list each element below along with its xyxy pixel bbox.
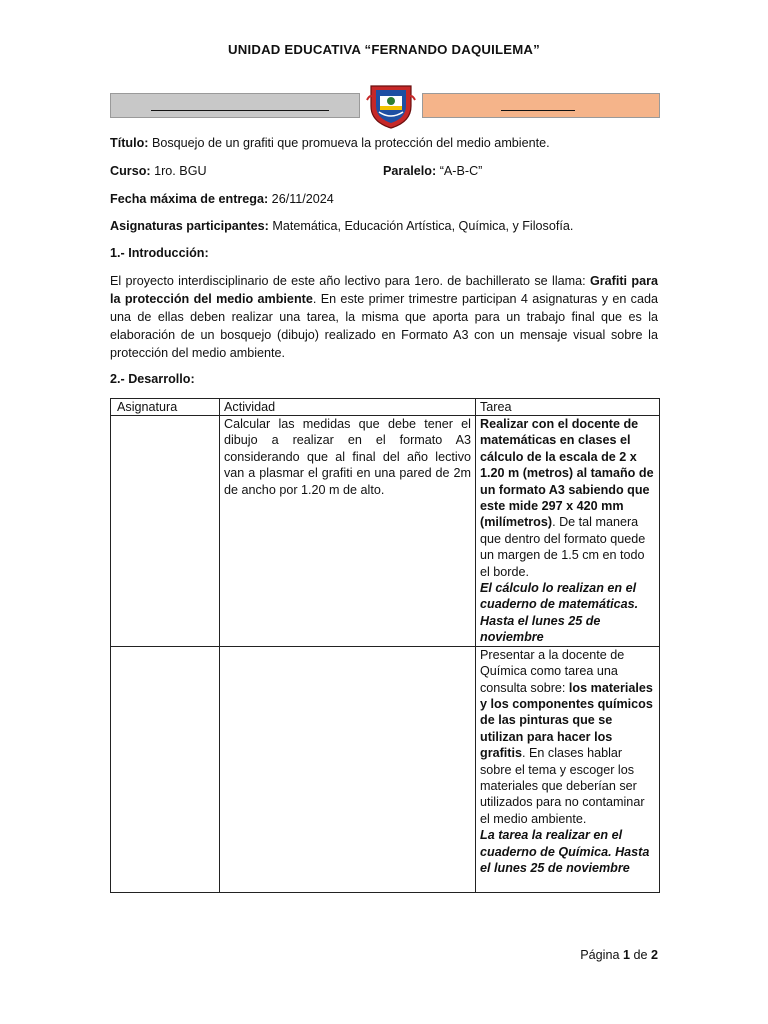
column-header: Asignatura [111, 399, 220, 416]
intro-heading: 1.- Introducción: [110, 246, 209, 260]
header-band-left [110, 93, 360, 118]
blank-line-right [501, 110, 575, 111]
cell-tarea: Realizar con el docente de matemáticas en clases el cálculo de la escala de 2 x 1.20 m (metros) al tamaño de un formato A3 sabiendo que este mide 297 x 420 mm (milímetros). De tal manera que dentro del formato quede un margen de 1.5 cm en todo el borde. El cálculo lo realizan en el cuaderno de matemáticas. Hasta el lunes 25 de noviembre [476, 416, 660, 647]
asignaturas-value: Matemática, Educación Artística, Química, y Filosofía. [268, 219, 574, 233]
cell-actividad [220, 646, 476, 892]
cell-tarea: Presentar a la docente de Química como tarea una consulta sobre: los materiales y los componentes químicos de las pinturas que se utilizan para hacer los grafitis. En clases hablar sobre el tema y escoger los materiales que deberían ser utilizados para no contaminar el medio ambiente. La tarea la realizar en el cuaderno de Química. Hasta el lunes 25 de noviembre [476, 646, 660, 892]
blank-line-left [151, 110, 329, 111]
header-band [110, 82, 660, 120]
page-number: Página 1 de 2 [580, 948, 658, 962]
table-header-row [111, 399, 660, 416]
paralelo-label: Paralelo: [383, 164, 437, 178]
intro-paragraph: El proyecto interdisciplinario de este año lectivo para 1ero. de bachillerato se llama: Grafiti para la protección del medio ambiente. En este primer trimestre participan 4 asignaturas y en cada una de ellas deben realizar una tarea, la misma que aporta para un trabajo final que es la elaboración de un bosquejo (dibujo) realizado en Formato A3 con un mensaje visual sobre la protección del medio ambiente. [110, 274, 658, 360]
curso-value: 1ro. BGU [150, 164, 207, 178]
paralelo-value: “A-B-C” [436, 164, 483, 178]
column-header: Actividad [220, 399, 476, 416]
column-header: Tarea [476, 399, 660, 416]
fecha-label: Fecha máxima de entrega: [110, 192, 269, 206]
field-fecha [110, 192, 334, 206]
cell-asignatura [111, 416, 220, 647]
development-heading: 2.- Desarrollo: [110, 372, 195, 386]
project-name: Grafiti para la protección del medio ambiente [110, 274, 658, 306]
table-row [111, 646, 660, 892]
titulo-label: Título: [110, 136, 149, 150]
activities-table [110, 398, 660, 893]
cell-asignatura [111, 646, 220, 892]
cell-actividad: Calcular las medidas que debe tener el dibujo a realizar en el formato A3 considerando que al final del año lectivo van a plasmar el grafiti en una pared de 2m de ancho por 1.20 m de alto. [220, 416, 476, 647]
field-curso [110, 164, 207, 178]
school-crest-icon [365, 82, 417, 130]
curso-label: Curso: [110, 164, 151, 178]
field-paralelo [383, 164, 482, 178]
field-asignaturas [110, 219, 573, 233]
field-titulo [110, 136, 550, 150]
fecha-value: 26/11/2024 [268, 192, 334, 206]
titulo-value: Bosquejo de un grafiti que promueva la protección del medio ambiente. [148, 136, 550, 150]
table-row [111, 416, 660, 647]
asignaturas-label: Asignaturas participantes: [110, 219, 269, 233]
header-band-right [422, 93, 660, 118]
school-name: UNIDAD EDUCATIVA “FERNANDO DAQUILEMA” [228, 42, 540, 57]
